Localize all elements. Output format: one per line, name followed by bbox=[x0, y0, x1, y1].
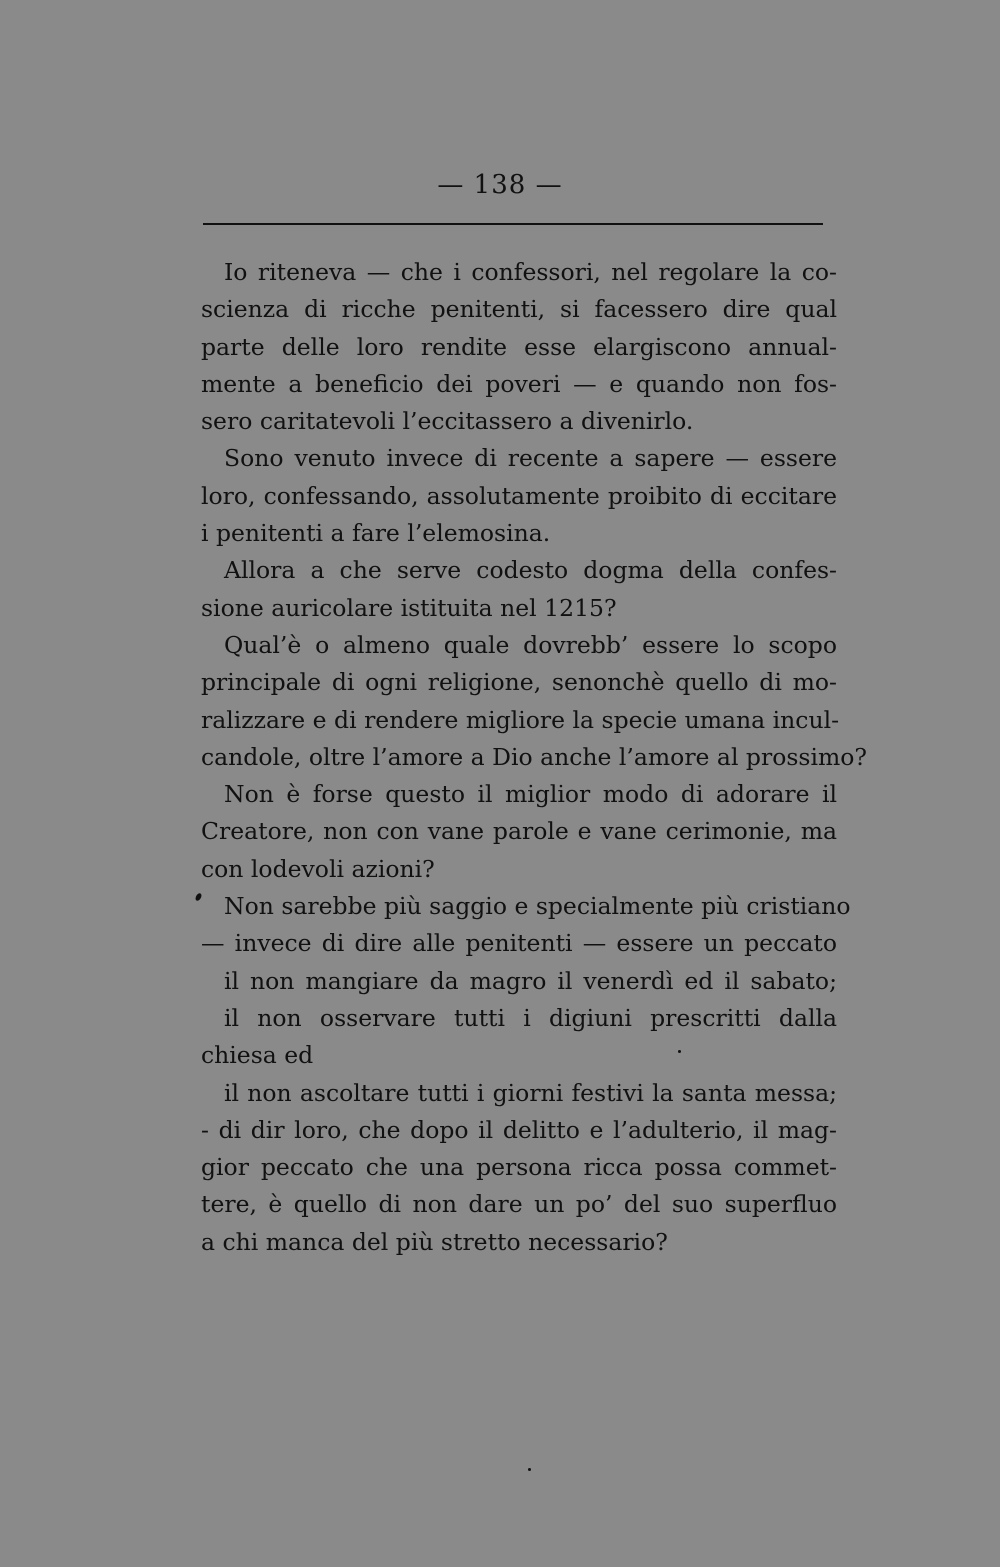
text-line: Allora a che serve codesto dogma della confes- bbox=[224, 556, 837, 585]
text-line: ralizzare e di rendere migliore la specie umana incul- bbox=[201, 705, 840, 734]
text-line: gior peccato che una persona ricca possa commet- bbox=[201, 1153, 837, 1182]
text-line: il non osservare tutti i digiuni prescritti dalla bbox=[224, 1003, 837, 1032]
body-text bbox=[201, 254, 868, 1261]
text-line: — invece di dire alle penitenti — essere un peccato bbox=[201, 929, 837, 958]
text-line: candole, oltre l’amore a Dio anche l’amore al prossimo? bbox=[201, 742, 868, 771]
text-line: Io riteneva — che i confessori, nel regolare la co- bbox=[224, 258, 837, 286]
page-number-header: — 138 — bbox=[437, 170, 563, 200]
text-line: mente a beneficio dei poveri — e quando non fos- bbox=[201, 369, 837, 398]
ink-speck bbox=[528, 1468, 531, 1471]
text-line: Non è forse questo il miglior modo di adorare il bbox=[224, 780, 837, 809]
text-line: il non ascoltare tutti i giorni festivi la santa messa; bbox=[224, 1078, 837, 1107]
text-line: Creatore, non con vane parole e vane cerimonie, ma bbox=[201, 817, 837, 846]
text-line: con lodevoli azioni? bbox=[201, 854, 435, 883]
text-line: tere, è quello di non dare un po’ del suo superfluo bbox=[201, 1190, 837, 1219]
text-line: il non mangiare da magro il venerdì ed il sabato; bbox=[224, 966, 837, 995]
text-line: scienza di ricche penitenti, si facessero dire qual bbox=[201, 295, 837, 324]
text-line: Sono venuto invece di recente a sapere — essere bbox=[224, 444, 837, 473]
text-line: Non sarebbe più saggio e specialmente più cristiano bbox=[224, 892, 851, 921]
text-line: Qual’è o almeno quale dovrebb’ essere lo scopo bbox=[224, 630, 837, 659]
text-line: a chi manca del più stretto necessario? bbox=[201, 1227, 668, 1256]
header-rule bbox=[203, 223, 823, 225]
text-line: chiesa ed bbox=[201, 1041, 314, 1070]
text-line: i penitenti a fare l’elemosina. bbox=[201, 519, 551, 548]
text-line: sero caritatevoli l’eccitassero a divenirlo. bbox=[201, 407, 694, 436]
text-line: sione auricolare istituita nel 1215? bbox=[201, 593, 617, 622]
text-line: principale di ogni religione, senonchè quello di mo- bbox=[201, 668, 837, 697]
text-line: parte delle loro rendite esse elargiscono annual- bbox=[201, 332, 837, 361]
text-line: - di dir loro, che dopo il delitto e l’adulterio, il mag- bbox=[201, 1115, 837, 1144]
text-line: loro, confessando, assolutamente proibito di eccitare bbox=[201, 481, 837, 510]
ink-speck bbox=[678, 1050, 681, 1053]
